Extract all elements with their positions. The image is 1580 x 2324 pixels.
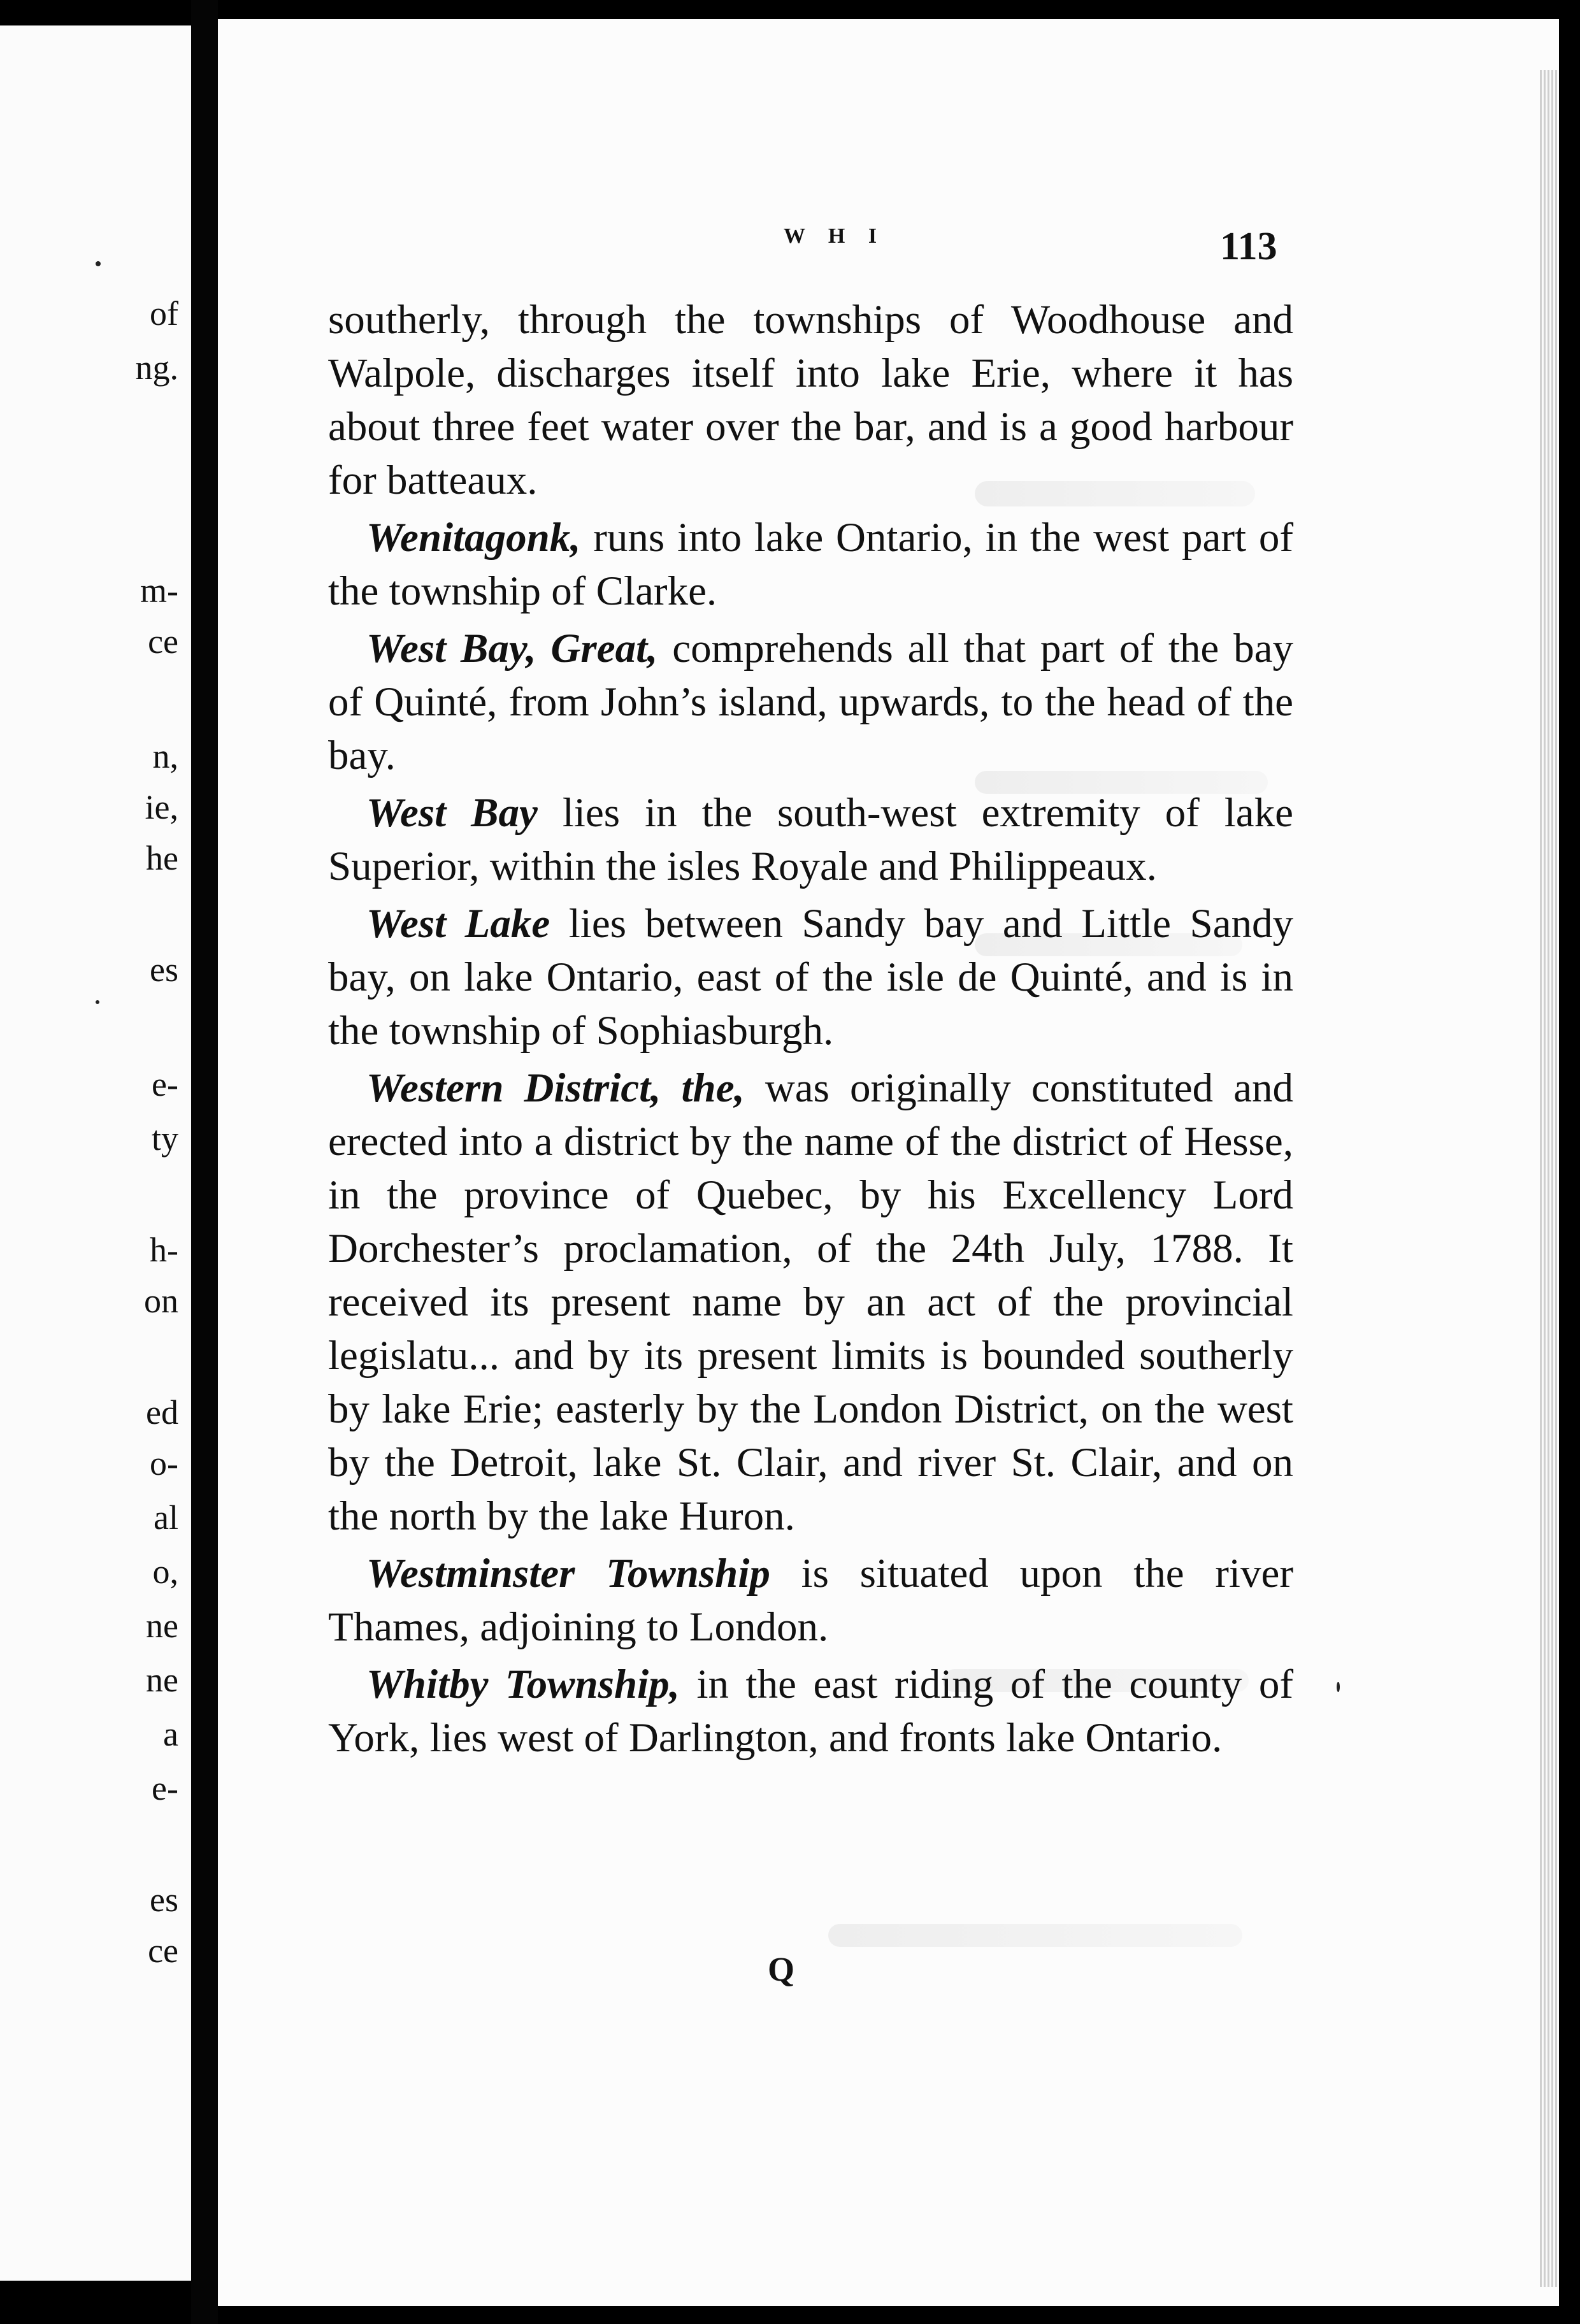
paragraph [328, 897, 1293, 1058]
entry-text: runs into lake Ontario, in the west part of the township of Clarke. [328, 515, 1293, 614]
bleed-through [828, 1924, 1242, 1947]
paragraph [328, 1547, 1293, 1654]
left-fragment: es [150, 1881, 178, 1919]
left-fragment: n, [152, 737, 178, 775]
left-fragment: e- [152, 1769, 178, 1807]
left-fragment: on [144, 1282, 178, 1320]
entry-term: Westminster Township [366, 1551, 770, 1596]
entry-text: lies in the south-west extremity of lake Superior, within the isles Royale and Philippeaux. [328, 790, 1293, 889]
signature-mark: Q [768, 1950, 795, 1988]
entry-text: in the east riding of the county of York, lies west of Darlington, and fronts lake Ontario. [328, 1661, 1293, 1761]
paragraph [328, 1061, 1293, 1543]
page-edge [1540, 70, 1559, 2287]
scan-speck [96, 261, 101, 266]
left-fragment: o, [152, 1553, 178, 1591]
left-fragment: es [150, 950, 178, 989]
left-fragment: ne [146, 1661, 178, 1699]
paragraph [328, 786, 1293, 893]
left-fragment: of [150, 294, 178, 333]
paragraph [328, 622, 1293, 782]
left-fragment: ce [148, 622, 178, 661]
left-fragment: e- [152, 1065, 178, 1103]
entry-term: Whitby Township, [366, 1661, 680, 1707]
left-fragment: o- [150, 1444, 178, 1482]
entry-text: comprehends all that part of the bay of Quinté, from John’s island, upwards, to the head of the bay. [328, 626, 1293, 778]
left-fragment: al [154, 1498, 178, 1537]
scan-speck [1337, 1682, 1340, 1692]
running-head: W H I [784, 224, 886, 248]
scan-speck [96, 1000, 99, 1004]
left-fragment: he [146, 839, 178, 877]
left-fragment: ie, [145, 788, 178, 826]
facing-page-fragment [0, 25, 193, 2281]
page-body [328, 293, 1293, 1768]
entry-text: southerly, through the townships of Woodhouse and Walpole, discharges itself into lake Erie, where it has about three feet water over the bar, and is a good harbour for batteaux. [328, 297, 1293, 503]
paragraph [328, 293, 1293, 507]
page-number: 113 [1220, 225, 1277, 268]
entry-term: West Bay [366, 790, 538, 836]
entry-term: Western District, the, [366, 1065, 745, 1111]
entry-text: was originally constituted and erected into a district by the name of the district of Hesse, in the province of Quebec, by his Excellency Lord Dorchester’s proclamation, of the 24th July, 1788. It received its present name by an act of the provincial legislatu... and by its present limits is bounded southerly by lake Erie; easterly by the London District, on the west by the Detroit, lake St. Clair, and river St. Clair, and on the north by the lake Huron. [328, 1065, 1293, 1539]
left-fragment: h- [150, 1231, 178, 1269]
entry-term: West Lake [366, 901, 550, 947]
entry-term: Wenitagonk, [366, 515, 581, 561]
entry-text: lies between Sandy bay and Little Sandy bay, on lake Ontario, east of the isle de Quinté, and is in the township of Sophiasburgh. [328, 901, 1293, 1054]
paragraph [328, 1658, 1293, 1765]
left-fragment: ng. [135, 348, 178, 387]
left-fragment: ed [146, 1393, 178, 1431]
left-fragment: a [163, 1715, 178, 1753]
entry-term: West Bay, Great, [366, 626, 658, 671]
left-fragment: ty [151, 1119, 178, 1158]
left-fragment: m- [140, 571, 178, 610]
book-gutter [191, 0, 218, 2324]
left-fragment: ce [148, 1932, 178, 1970]
paragraph [328, 511, 1293, 618]
entry-text: is situated upon the river Thames, adjoining to London. [328, 1551, 1293, 1650]
left-fragment: ne [146, 1607, 178, 1645]
